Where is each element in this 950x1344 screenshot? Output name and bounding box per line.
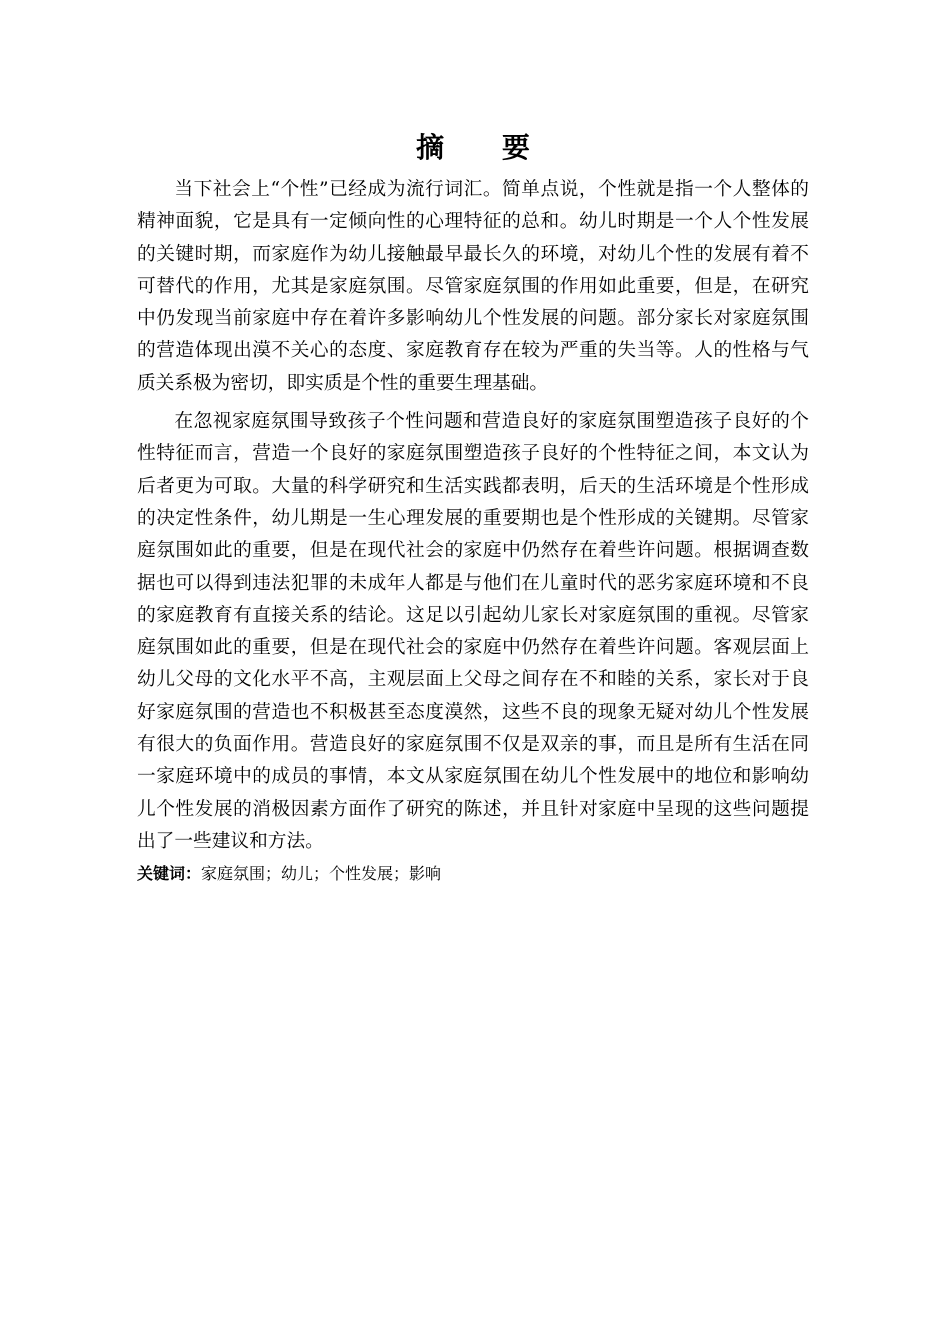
abstract-title: 摘 要 [416, 131, 554, 164]
abstract-page [137, 128, 809, 888]
abstract-paragraph-1: 当下社会上“个性”已经成为流行词汇。简单点说，个性就是指一个人整体的精神面貌，它是具有一定倾向性的心理特征的总和。幼儿时期是一个人个性发展的关键时期，而家庭作为幼儿接触最早最长久的环境，对幼儿个性的发展有着不可替代的作用，尤其是家庭氛围。尽管家庭氛围的作用如此重要，但是，在研究中仍发现当前家庭中存在着许多影响幼儿个性发展的问题。部分家长对家庭氛围的营造体现出漠不关心的态度、家庭教育存在较为严重的失当等。人的性格与气质关系极为密切，即实质是个性的重要生理基础。 [137, 179, 809, 394]
keywords-label: 关键词： [137, 864, 202, 884]
keywords-line [137, 860, 809, 888]
abstract-paragraph-2: 在忽视家庭氛围导致孩子个性问题和营造良好的家庭氛围塑造孩子良好的个性特征而言，营造一个良好的家庭氛围塑造孩子良好的个性特征之间，本文认为后者更为可取。大量的科学研究和生活实践都表明，后天的生活环境是个性形成的决定性条件，幼儿期是一生心理发展的重要期也是个性形成的关键期。尽管家庭氛围如此的重要，但是在现代社会的家庭中仍然存在着些许问题。根据调查数据也可以得到违法犯罪的未成年人都是与他们在儿童时代的恶劣家庭环境和不良的家庭教育有直接关系的结论。这足以引起幼儿家长对家庭氛围的重视。尽管家庭氛围如此的重要，但是在现代社会的家庭中仍然存在着些许问题。客观层面上幼儿父母的文化水平不高，主观层面上父母之间存在不和睦的关系，家长对于良好家庭氛围的营造也不积极甚至态度漠然，这些不良的现象无疑对幼儿个性发展有很大的负面作用。营造良好的家庭氛围不仅是双亲的事，而且是所有生活在同一家庭环境中的成员的事情，本文从家庭氛围在幼儿个性发展中的地位和影响幼儿个性发展的消极因素方面作了研究的陈述，并且针对家庭中呈现的这些问题提出了一些建议和方法。 [137, 411, 809, 852]
keywords-text: 家庭氛围；幼儿；个性发展；影响 [201, 864, 442, 884]
